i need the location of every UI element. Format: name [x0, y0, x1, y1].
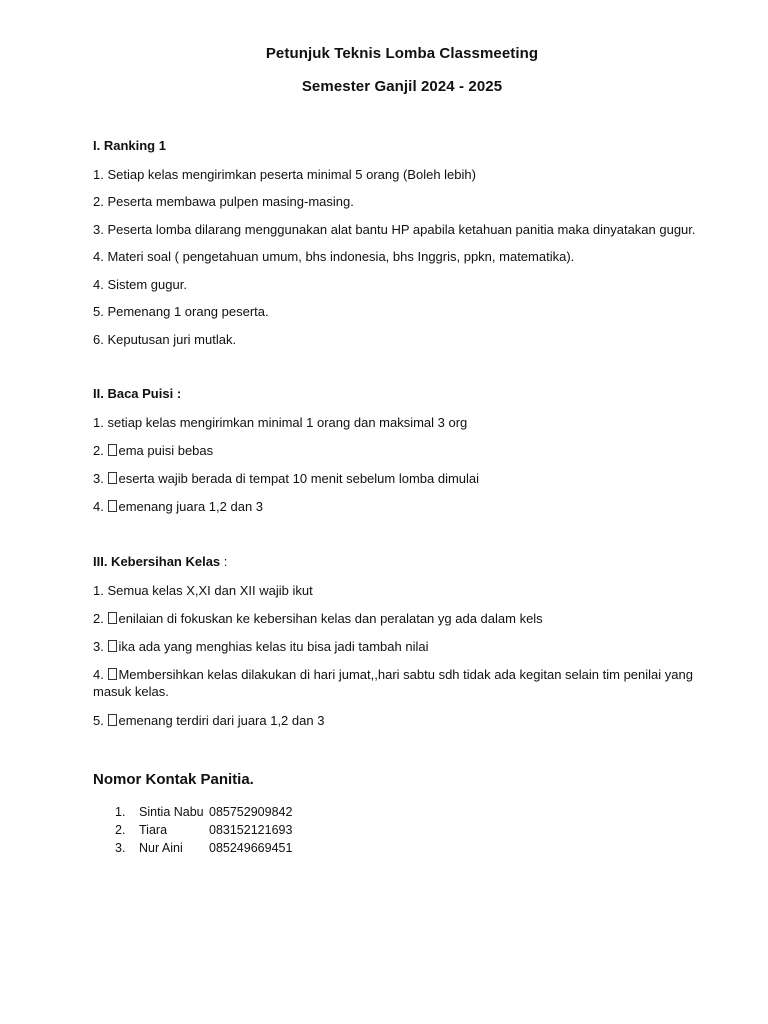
contact-phone: 085752909842: [209, 805, 293, 819]
item-number: 2.: [93, 611, 104, 626]
list-item: 4. Sistem gugur.: [93, 277, 187, 292]
contact-phone: 085249669451: [209, 841, 293, 855]
list-item: 6. Keputusan juri mutlak.: [93, 332, 237, 347]
list-item: 3. Peserta lomba dilarang menggunakan alat bantu HP apabila ketahuan panitia maka dinyatakan gugur.: [93, 222, 696, 237]
section-heading-kebersihan-kelas: [93, 554, 227, 569]
list-item: 2. Peserta membawa pulpen masing-masing.: [93, 194, 354, 209]
list-item: [93, 582, 703, 599]
item-number: 4.: [93, 667, 104, 682]
item-text: enilaian di fokuskan ke kebersihan kelas dan peralatan yg ada dalam kels: [118, 611, 543, 626]
list-item: [93, 414, 703, 431]
list-item: 5. Pemenang 1 orang peserta.: [93, 304, 269, 319]
list-item: [93, 442, 703, 459]
item-number: 1.: [93, 583, 104, 598]
missing-glyph-icon: [108, 640, 117, 652]
item-text: setiap kelas mengirimkan minimal 1 orang dan maksimal 3 org: [107, 415, 468, 430]
contact-name: Nur Aini: [139, 841, 183, 855]
contact-list: [115, 803, 292, 857]
item-text: ema puisi bebas: [118, 443, 214, 458]
contact-row: [115, 803, 292, 821]
section-heading-ranking: I. Ranking 1: [93, 138, 166, 153]
list-item: [93, 470, 703, 487]
missing-glyph-icon: [108, 714, 117, 726]
missing-glyph-icon: [108, 500, 117, 512]
list-item: [93, 666, 703, 700]
item-text: eserta wajib berada di tempat 10 menit sebelum lomba dimulai: [118, 471, 480, 486]
missing-glyph-icon: [108, 472, 117, 484]
item-number: 3.: [93, 639, 104, 654]
item-text: emenang terdiri dari juara 1,2 dan 3: [118, 713, 325, 728]
item-text: ika ada yang menghias kelas itu bisa jadi tambah nilai: [118, 639, 429, 654]
section-heading-text: III. Kebersihan Kelas: [93, 554, 221, 569]
contact-phone: 083152121693: [209, 823, 293, 837]
list-item: [93, 712, 703, 729]
item-text: Semua kelas X,XI dan XII wajib ikut: [107, 583, 313, 598]
document-subtitle: Semester Ganjil 2024 - 2025: [301, 78, 503, 95]
list-item: 4. Materi soal ( pengetahuan umum, bhs indonesia, bhs Inggris, ppkn, matematika).: [93, 249, 575, 264]
contact-row: [115, 821, 292, 839]
list-item: 1. Setiap kelas mengirimkan peserta minimal 5 orang (Boleh lebih): [93, 167, 476, 182]
item-number: 4.: [93, 499, 104, 514]
item-number: 2.: [93, 443, 104, 458]
item-number: 1.: [93, 415, 104, 430]
missing-glyph-icon: [108, 444, 117, 456]
list-item: [93, 610, 703, 627]
document-title: Petunjuk Teknis Lomba Classmeeting: [265, 45, 539, 62]
item-number: 5.: [93, 713, 104, 728]
missing-glyph-icon: [108, 612, 117, 624]
list-item: [93, 498, 703, 515]
item-number: 3.: [93, 471, 104, 486]
section-heading-suffix: :: [220, 554, 228, 569]
section-heading-baca-puisi: II. Baca Puisi :: [93, 386, 182, 401]
missing-glyph-icon: [108, 668, 117, 680]
contact-number: 3.: [115, 841, 126, 855]
contact-name: Sintia Nabu: [139, 805, 204, 819]
contact-heading: Nomor Kontak Panitia.: [93, 771, 254, 788]
item-text: emenang juara 1,2 dan 3: [118, 499, 264, 514]
contact-name: Tiara: [139, 823, 168, 837]
list-item: [93, 638, 703, 655]
contact-number: 1.: [115, 805, 126, 819]
contact-row: [115, 839, 292, 857]
contact-number: 2.: [115, 823, 126, 837]
item-text: Membersihkan kelas dilakukan di hari jumat,,hari sabtu sdh tidak ada kegitan selain tim penilai yang masuk kelas.: [93, 667, 693, 699]
